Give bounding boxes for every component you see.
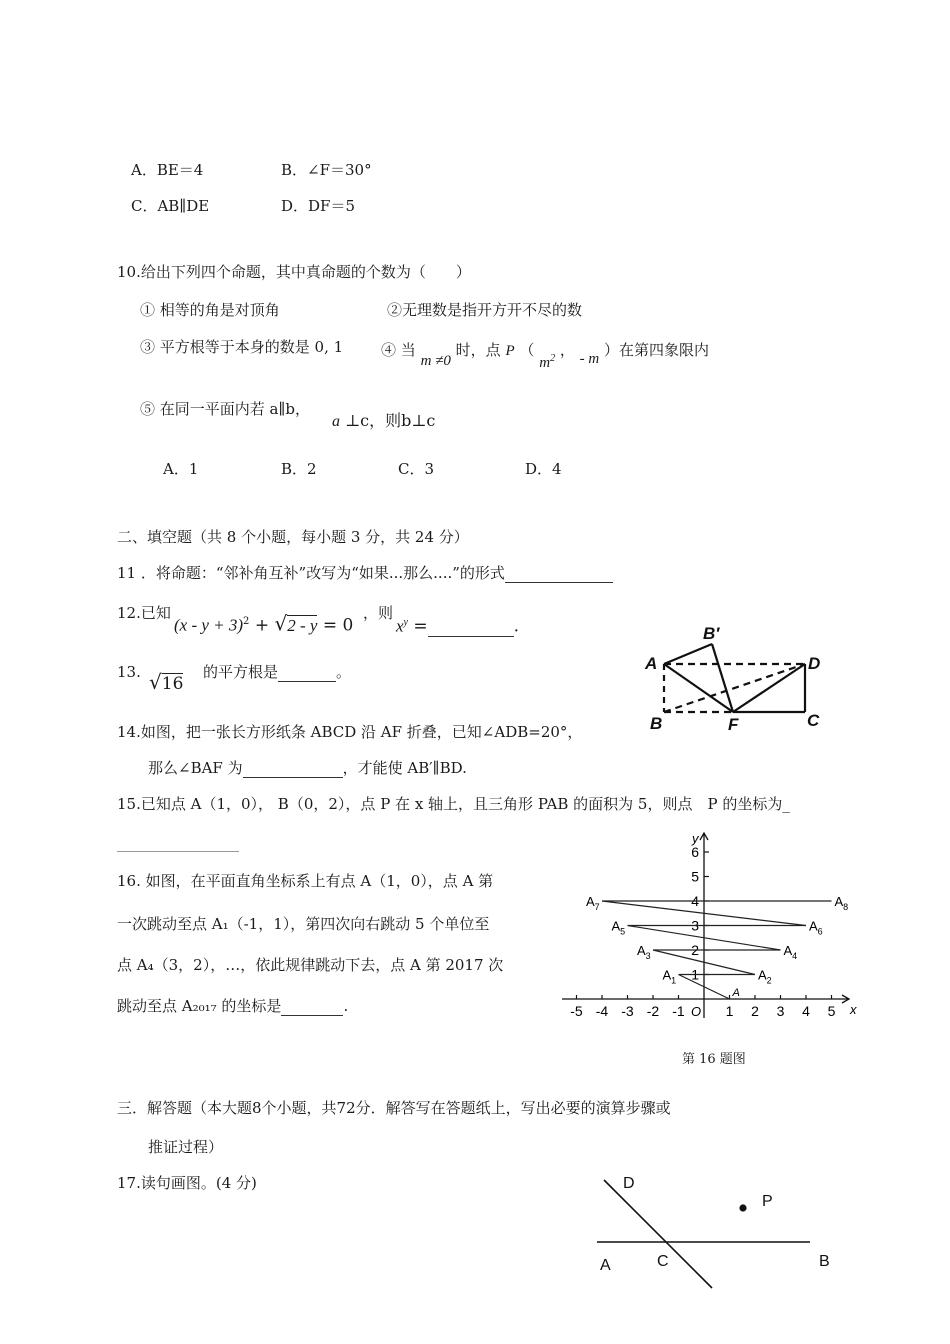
q10-p4-comma: ， [559,341,575,359]
q16-line-4: 跳动至点 A₂₀₁₇ 的坐标是 . [117,997,349,1015]
q16-x-label: x [850,1002,857,1017]
q17-label-a: A [600,1257,611,1274]
q16-x-tick-label: -5 [570,1003,583,1019]
q17-line-cd [604,1180,712,1288]
q12-square: 2 [243,616,250,627]
q16-x-tick-label: 1 [725,1003,734,1019]
q13-radicand: 16 [161,674,184,694]
q14-label-b-prime: B′ [703,624,720,643]
q16-point-a8 [835,894,849,912]
q16-y-tick-label: 6 [691,844,699,860]
q10-option-a: A．1 [163,460,199,478]
q14-line-2: 那么∠BAF 为 ，才能使 AB′∥BD. [148,759,467,777]
sqrt-icon: √ [274,611,288,636]
q12-y: y [403,617,408,628]
q12-eq0: = 0 [317,615,354,636]
q10-p4-post: ）在第四象限内 [604,341,710,359]
q14-label-a: A [645,654,658,673]
svg-text:A5: $A_5$ [611,918,626,937]
svg-text:A6: $A_6$ [809,918,823,937]
q10-proposition-2: ②无理数是指开方开不尽的数 [387,301,583,319]
q14-label-d: D [808,654,821,673]
q17-label-b: B [819,1253,830,1270]
section-3-heading-cont: 推证过程） [148,1138,224,1156]
q14-label-f: F [728,715,739,734]
q16-x-tick-label: 2 [751,1003,759,1019]
q16-coordinate-figure [558,828,858,1028]
q16-point-a3 [637,943,651,961]
q16-point-a5 [612,919,626,937]
q16-point-a6 [809,919,823,937]
q14-line-1: 14.如图，把一张长方形纸条 ABCD 沿 AF 折叠，已知∠ADB=20°， [117,723,583,741]
q14-edge-fd [733,664,805,712]
q10-p4-pre: ④ 当 [381,341,416,359]
q10-p4-point-p: P [505,343,515,359]
q14-label-b: B [650,714,663,733]
q16-x-tick-label: 4 [802,1003,810,1019]
q13-root [149,672,183,694]
q14-fold-af [664,664,733,712]
q12-answer-blank[interactable] [428,626,514,637]
q16-line-2: 一次跳动至点 A₁（-1，1），第四次向右跳动 5 个单位至 [117,915,490,933]
q14-figure [640,622,840,732]
q16-line-1: 16. 如图，在平面直角坐标系上有点 A（1，0），点 A 第 [117,872,494,890]
q16-y-tick-label: 3 [691,917,699,934]
section-2-heading: 二、填空题（共 8 个小题，每小题 3 分，共 24 分） [117,528,469,546]
q10-option-d: D．4 [525,460,562,478]
q12-radicand: 2 - y [287,615,318,635]
q10-proposition-3: ③ 平方根等于本身的数是 0, 1 [140,338,344,356]
q16-point-a2 [758,968,772,986]
q12-plus: + [249,615,275,636]
q16-figure-caption: 第 16 题图 [682,1052,746,1067]
q13-number: 13. [117,663,141,681]
q14-answer-blank[interactable] [243,761,343,778]
q12-then: ，则 [363,604,394,622]
q10-p4-condition: m ≠0 [420,353,451,369]
q14-diagonal-bd [664,664,805,712]
svg-text:A: A [732,987,740,999]
q16-x-tick-label: -3 [621,1003,634,1019]
q16-point-a4 [784,943,798,961]
sqrt-icon: √ [149,670,162,694]
q17-text: 17.读句画图。(4 分) [117,1174,257,1192]
svg-text:A4: $A_4$ [783,943,798,961]
svg-text:A3: $A_3$ [637,943,651,961]
q10-stem: 10.给出下列四个命题，其中真命题的个数为（ ） [117,263,471,281]
q11-answer-blank[interactable] [505,566,613,583]
q16-answer-blank[interactable] [281,999,343,1016]
q12-result [396,613,519,637]
q10-p4-m-squared: $m^2$ [539,353,556,371]
q14-edge-ab-prime [664,644,712,664]
q12-x: x [396,616,404,636]
q17-point-p [739,1204,746,1211]
q14-edge-bprime-f [712,644,733,712]
q16-y-label: y [692,831,699,846]
q12-equation [174,612,353,636]
q10-p4-neg-m: - m [579,351,600,367]
q9-option-a: A．BE＝4 [131,161,204,179]
q16-y-tick-label: 4 [691,893,699,909]
q17-label-c: C [657,1253,669,1270]
q16-point-a [732,987,740,999]
q17-figure [590,1168,850,1298]
q10-proposition-5-pre: ⑤ 在同一平面内若 a∥b， [140,400,311,418]
q16-x-tick-label: 5 [827,1003,836,1019]
q12-expr: (x - y + 3) [174,615,244,635]
q11-text: 11 ．将命题：“邻补角互补”改写为“如果...那么....”的形式 [117,563,613,583]
svg-text:A2: $A_2$ [758,967,772,986]
q17-label-p: P [762,1193,773,1210]
q10-proposition-4 [381,337,710,371]
svg-text:A1: $A_1$ [662,967,677,986]
q13-text: 的平方根是 。 [203,663,352,681]
q15-text: 15.已知点 A（1，0）， B（0，2），点 P 在 x 轴上，且三角形 PAB 的面积为 5，则点 P 的坐标为_ [117,795,790,813]
q10-p5-a: a [332,413,340,430]
q16-x-tick-label: -1 [672,1003,685,1019]
q16-y-tick-label: 5 [691,868,699,885]
q10-option-b: B．2 [281,460,317,478]
q16-x-tick-label: 3 [776,1003,785,1019]
q9-option-d: D．DF＝5 [281,197,356,215]
q16-line-3: 点 A₄（3，2），…，依此规律跳动下去，点 A 第 2017 次 [117,956,504,974]
q10-option-c: C．3 [398,460,435,478]
q16-origin-label: O [691,1004,702,1019]
q10-proposition-1: ① 相等的角是对顶角 [140,301,280,319]
q14-label-c: C [807,711,820,730]
q9-option-b: B．∠F＝30° [281,161,372,179]
q16-y-tick-label: 2 [691,942,699,958]
q12-end: . [513,616,520,637]
q17-label-d: D [623,1175,635,1192]
q10-p4-mid: 时，点 [455,341,501,359]
q16-y-tick-label: 1 [691,966,699,983]
q12-equals: = [408,616,428,637]
svg-text:A7: $A_7$ [586,894,600,912]
section-3-heading: 三．解答题（本大题8个小题，共72分．解答写在答题纸上，写出必要的演算步骤或 [117,1099,671,1117]
q16-x-tick-label: -2 [646,1003,660,1019]
svg-text:A8: $A_8$ [834,894,849,912]
q10-proposition-5 [332,411,435,432]
q10-p4-paren-left: （ [519,341,535,359]
q10-p5-post: ⊥c，则b⊥c [345,411,436,430]
q16-x-tick-label: -4 [595,1003,609,1019]
q12-pre: 12.已知 [117,604,171,622]
q15-answer-blank[interactable] [117,851,239,852]
q16-point-a1 [663,968,677,986]
q13-answer-blank[interactable] [278,665,336,682]
q9-option-c: C．AB∥DE [131,197,210,215]
q16-point-a7 [586,894,600,912]
